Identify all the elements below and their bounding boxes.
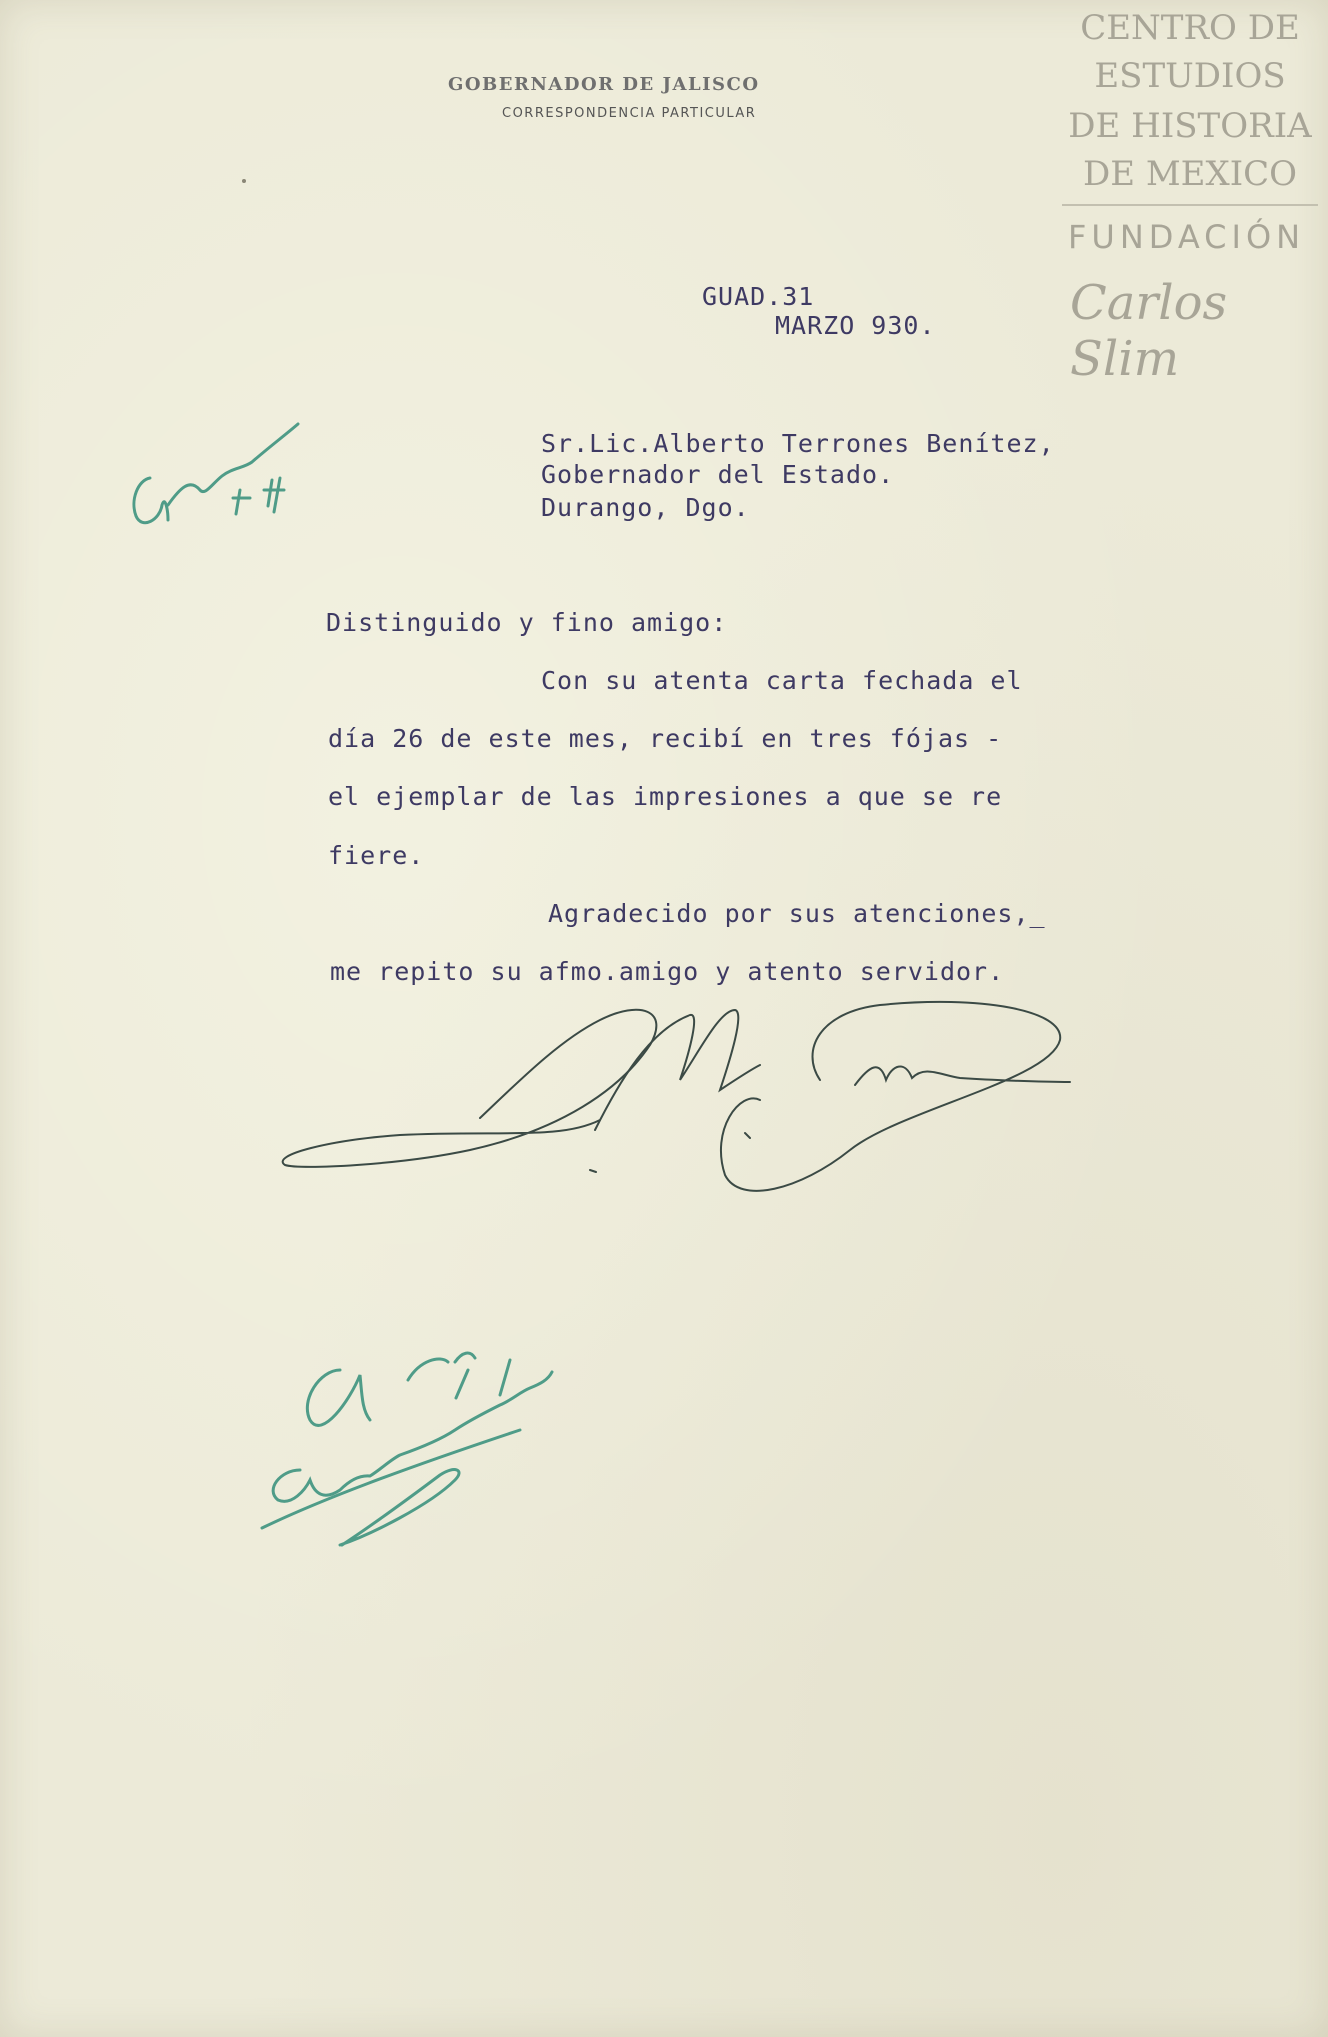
body-line-1: Con su atenta carta fechada el [541, 666, 1023, 695]
addressee-line-2: Gobernador del Estado. [541, 460, 895, 489]
date-month-year: MARZO 930. [775, 311, 936, 340]
margin-note-gen-44 [134, 424, 298, 523]
body-line-2: día 26 de este mes, recibí en tres fójas - [328, 724, 1003, 753]
watermark-fundacion: FUNDACIÓN [1068, 218, 1306, 256]
addressee-line-3: Durango, Dgo. [541, 493, 750, 522]
addressee-line-1: Sr.Lic.Alberto Terrones Benítez, [541, 429, 1055, 458]
watermark-line-1: CENTRO DE [1080, 8, 1300, 48]
watermark-line-4: DE MEXICO [1082, 154, 1298, 194]
body-line-6: me repito su afmo.amigo y atento servidor. [330, 957, 1005, 986]
letterhead-subtitle: CORRESPONDENCIA PARTICULAR [502, 106, 757, 121]
watermark-line-3: DE HISTORIA [1068, 106, 1312, 146]
watermark-line-2: ESTUDIOS [1094, 56, 1286, 96]
bottom-note-a-su-antecedente [262, 1353, 552, 1545]
date-place: GUAD.31 [702, 282, 815, 311]
signature [283, 1002, 1070, 1191]
letterhead-title: GOBERNADOR DE JALISCO [448, 74, 760, 95]
body-line-3: el ejemplar de las impresiones a que se re [328, 782, 1003, 811]
body-line-4: fiere. [328, 841, 425, 870]
watermark-carlos-slim: Carlos Slim [1070, 275, 1228, 387]
body-line-5: Agradecido por sus atenciones,_ [548, 899, 1046, 928]
salutation: Distinguido y fino amigo: [326, 608, 728, 637]
